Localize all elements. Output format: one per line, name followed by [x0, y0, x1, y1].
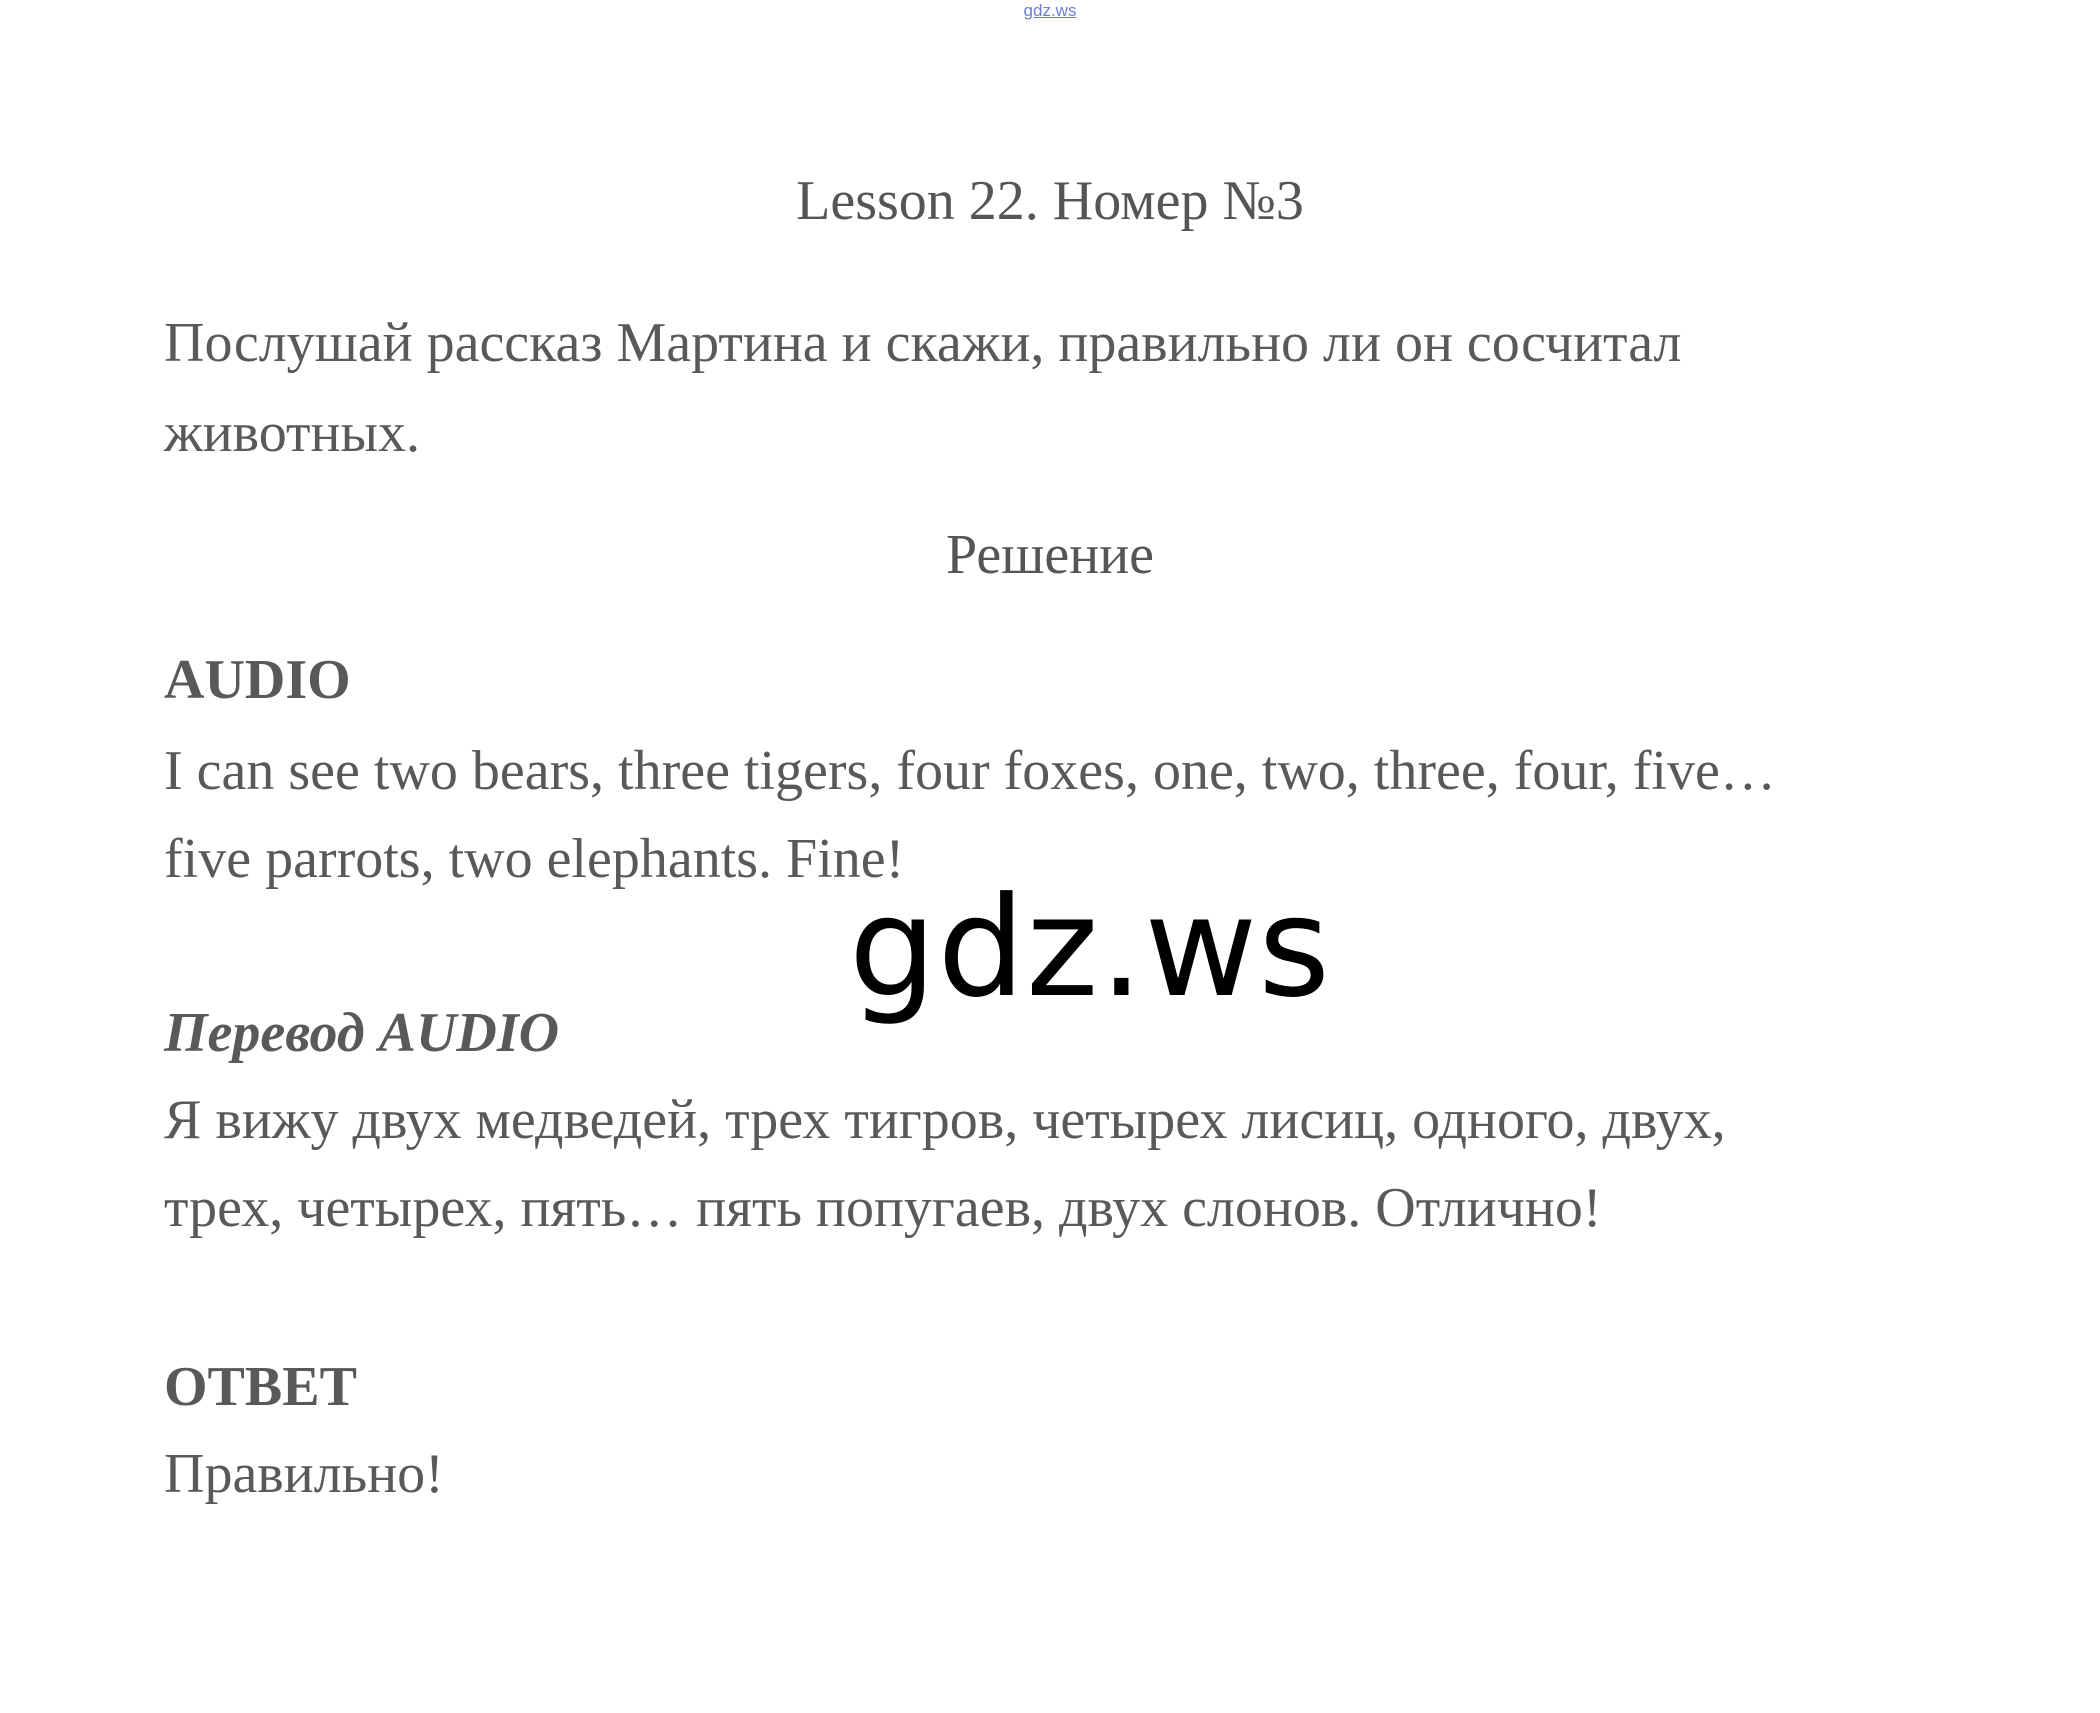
- audio-line-1: I can see two bears, three tigers, four foxes, one, two, three, four, five…: [164, 740, 1776, 802]
- watermark-logo: gdz.ws: [848, 867, 1332, 1028]
- answer-text: Правильно!: [164, 1443, 444, 1505]
- audio-line-2: five parrots, two elephants. Fine!: [164, 828, 905, 890]
- page-title: Lesson 22. Номер №3: [796, 170, 1304, 232]
- translation-heading: Перевод AUDIO: [164, 1002, 560, 1064]
- solution-heading: Решение: [945, 524, 1155, 586]
- task-text: Послушай рассказ Мартина и скажи, правильно ли он сосчитал животных.: [164, 312, 1682, 464]
- top-watermark-link[interactable]: gdz.ws: [1023, 1, 1077, 20]
- translation-line-2: трех, четырех, пять… пять попугаев, двух слонов. Отлично!: [164, 1177, 1602, 1239]
- translation-line-1: Я вижу двух медведей, трех тигров, четырех лисиц, одного, двух,: [164, 1089, 1726, 1151]
- answer-heading: ОТВЕТ: [164, 1356, 357, 1418]
- audio-heading: AUDIO: [164, 649, 351, 711]
